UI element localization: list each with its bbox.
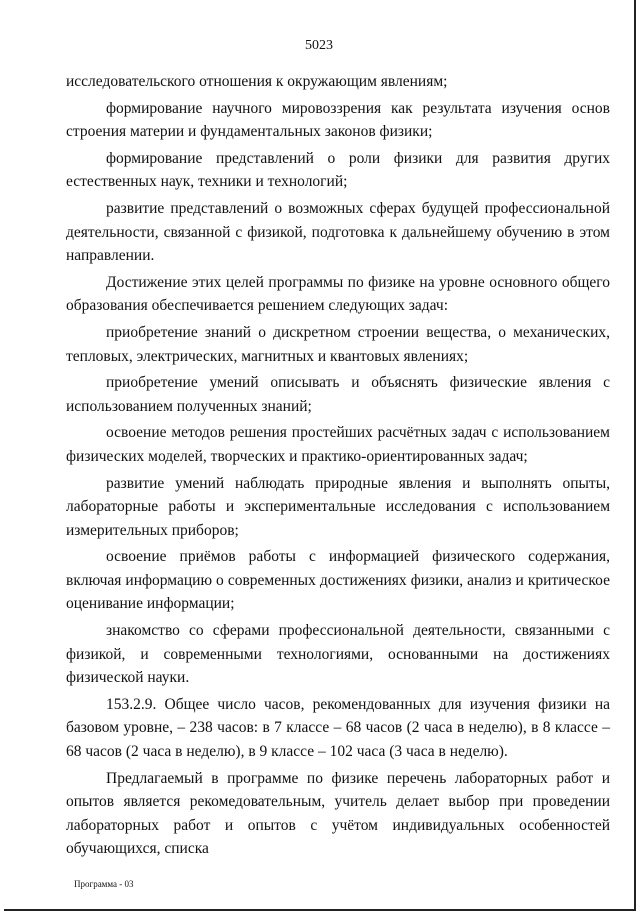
document-page (4, 0, 636, 911)
paragraph: развитие умений наблюдать природные явления и выполнять опыты, лабораторные работы и экспериментальные исследования с использованием измерительных приборов; (66, 474, 610, 539)
footer-label: Программа - 03 (74, 879, 134, 889)
paragraph: приобретение знаний о дискретном строении вещества, о механических, тепловых, электрических, магнитных и квантовых явлениях; (66, 323, 610, 365)
paragraph: освоение методов решения простейших расчётных задач с использованием физических моделей, творческих и практико-ориентированных задач; (66, 424, 610, 465)
paragraph: освоение приёмов работы с информацией физического содержания, включая информацию о современных достижениях физики, анализ и критическое оценивание информации; (66, 548, 610, 613)
paragraph: исследовательского отношения к окружающим явлениям; (66, 73, 448, 90)
paragraph: приобретение умений описывать и объяснять физические явления с использованием полученных знаний; (66, 374, 610, 415)
body-text (66, 70, 610, 864)
section-paragraph: 153.2.9. Общее число часов, рекомендованных для изучения физики на базовом уровне, – 238 часов: в 7 классе – 68 часов (2 часа в неделю), в 8 классе – 68 часов (2 часа в неделю), в 9 классе – 102 часа (3 часа в неделю). (66, 695, 610, 761)
paragraph: формирование представлений о роли физики для развития других естественных наук, техники и технологий; (66, 149, 610, 191)
paragraph: Предлагаемый в программе по физике перечень лабораторных работ и опытов является рекомедовательным, учитель делает выбор при проведении лабораторных работ и опытов с учётом индивидуальных особенностей обучающихся, списка (66, 769, 610, 858)
page-number: 5023 (305, 38, 333, 53)
paragraph: знакомство со сферами профессиональной деятельности, связанными с физикой, и современными технологиями, основанными на достижениях физической науки. (66, 622, 610, 687)
paragraph: формирование научного мировоззрения как результата изучения основ строения материи и фундаментальных законов физики; (66, 99, 610, 141)
paragraph: развитие представлений о возможных сферах будущей профессиональной деятельности, связанной с физикой, подготовка к дальнейшему обучению в этом направлении. (66, 199, 610, 265)
paragraph: Достижение этих целей программы по физике на уровне основного общего образования обеспечивается решением следующих задач: (66, 273, 610, 315)
